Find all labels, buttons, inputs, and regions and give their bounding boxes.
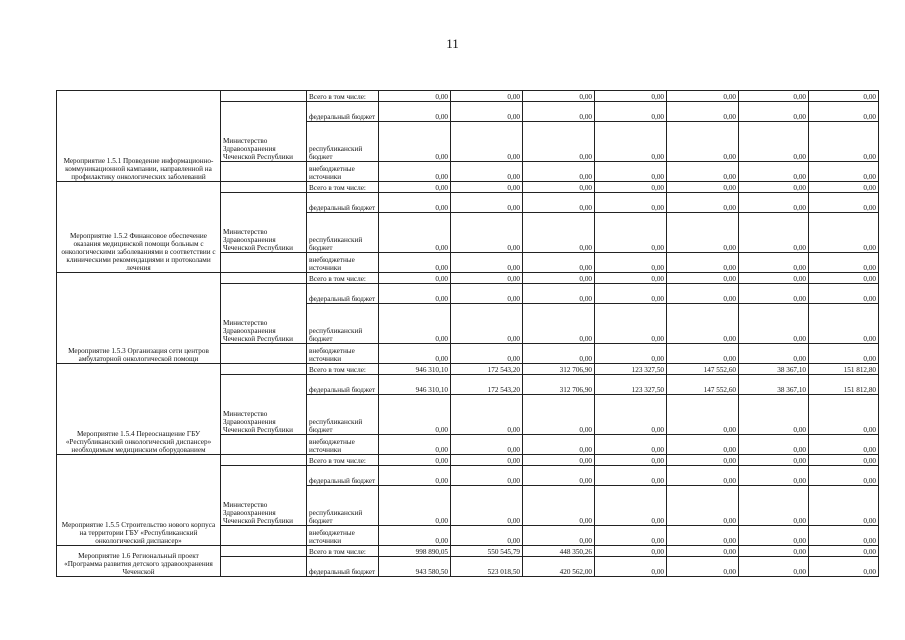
amount-cell: 0,00 bbox=[523, 102, 595, 122]
funding-source-cell: Всего в том числе: bbox=[307, 546, 379, 557]
activity-name-cell: Мероприятие 1.5.4 Переоснащение ГБУ «Республиканский онкологический диспансер» необходимым медицинским оборудованием bbox=[57, 364, 221, 455]
amount-cell: 0,00 bbox=[595, 546, 667, 557]
amount-cell: 0,00 bbox=[809, 557, 879, 577]
funding-source-cell: республиканский бюджет bbox=[307, 122, 379, 162]
amount-cell: 0,00 bbox=[379, 395, 451, 435]
amount-cell: 0,00 bbox=[739, 455, 809, 466]
amount-cell: 0,00 bbox=[595, 304, 667, 344]
amount-cell: 0,00 bbox=[379, 284, 451, 304]
amount-cell: 0,00 bbox=[667, 284, 739, 304]
amount-cell: 0,00 bbox=[595, 182, 667, 193]
executor-empty-cell bbox=[221, 273, 307, 284]
amount-cell: 946 310,10 bbox=[379, 375, 451, 395]
amount-cell: 0,00 bbox=[595, 526, 667, 546]
amount-cell: 0,00 bbox=[739, 122, 809, 162]
table-row bbox=[57, 91, 879, 102]
amount-cell: 0,00 bbox=[809, 182, 879, 193]
amount-cell: 151 812,80 bbox=[809, 375, 879, 395]
amount-cell: 0,00 bbox=[667, 304, 739, 344]
amount-cell: 172 543,20 bbox=[451, 375, 523, 395]
amount-cell: 0,00 bbox=[667, 344, 739, 364]
budget-table bbox=[56, 90, 879, 577]
amount-cell: 0,00 bbox=[739, 526, 809, 546]
amount-cell: 0,00 bbox=[379, 102, 451, 122]
amount-cell: 0,00 bbox=[595, 455, 667, 466]
amount-cell: 312 706,90 bbox=[523, 375, 595, 395]
amount-cell: 0,00 bbox=[739, 304, 809, 344]
amount-cell: 0,00 bbox=[595, 284, 667, 304]
amount-cell: 0,00 bbox=[451, 526, 523, 546]
amount-cell: 0,00 bbox=[809, 193, 879, 213]
amount-cell: 943 580,50 bbox=[379, 557, 451, 577]
amount-cell: 38 367,10 bbox=[739, 375, 809, 395]
table-body bbox=[57, 91, 879, 577]
table-row bbox=[57, 546, 879, 557]
amount-cell: 0,00 bbox=[595, 395, 667, 435]
executor-empty-cell bbox=[221, 344, 307, 364]
amount-cell: 0,00 bbox=[739, 284, 809, 304]
amount-cell: 0,00 bbox=[523, 193, 595, 213]
funding-source-cell: федеральный бюджет bbox=[307, 557, 379, 577]
amount-cell: 123 327,50 bbox=[595, 375, 667, 395]
amount-cell: 0,00 bbox=[451, 102, 523, 122]
amount-cell: 0,00 bbox=[739, 486, 809, 526]
funding-source-cell: республиканский бюджет bbox=[307, 486, 379, 526]
amount-cell: 0,00 bbox=[379, 193, 451, 213]
amount-cell: 0,00 bbox=[523, 253, 595, 273]
amount-cell: 0,00 bbox=[523, 395, 595, 435]
activity-name-cell: Мероприятие 1.6 Региональный проект «Программа развития детского здравоохранения Чеченской bbox=[57, 546, 221, 577]
executor-empty-cell bbox=[221, 526, 307, 546]
amount-cell: 147 552,60 bbox=[667, 364, 739, 375]
amount-cell: 0,00 bbox=[523, 273, 595, 284]
table-row bbox=[57, 455, 879, 466]
amount-cell: 0,00 bbox=[667, 213, 739, 253]
amount-cell: 0,00 bbox=[379, 526, 451, 546]
amount-cell: 0,00 bbox=[523, 344, 595, 364]
amount-cell: 0,00 bbox=[809, 486, 879, 526]
amount-cell: 0,00 bbox=[809, 304, 879, 344]
amount-cell: 0,00 bbox=[451, 395, 523, 435]
amount-cell: 0,00 bbox=[595, 344, 667, 364]
amount-cell: 0,00 bbox=[667, 526, 739, 546]
amount-cell: 0,00 bbox=[809, 435, 879, 455]
table-row bbox=[57, 273, 879, 284]
amount-cell: 0,00 bbox=[595, 122, 667, 162]
funding-source-cell: внебюджетные источники bbox=[307, 162, 379, 182]
amount-cell: 523 018,50 bbox=[451, 557, 523, 577]
amount-cell: 0,00 bbox=[739, 273, 809, 284]
amount-cell: 0,00 bbox=[667, 557, 739, 577]
funding-source-cell: Всего в том числе: bbox=[307, 91, 379, 102]
page-number: 11 bbox=[446, 36, 459, 51]
amount-cell: 38 367,10 bbox=[739, 364, 809, 375]
amount-cell: 0,00 bbox=[739, 435, 809, 455]
funding-source-cell: Всего в том числе: bbox=[307, 455, 379, 466]
executor-empty-cell bbox=[221, 162, 307, 182]
amount-cell: 0,00 bbox=[739, 546, 809, 557]
amount-cell: 0,00 bbox=[379, 455, 451, 466]
amount-cell: 0,00 bbox=[595, 213, 667, 253]
amount-cell: 0,00 bbox=[451, 304, 523, 344]
amount-cell: 0,00 bbox=[667, 466, 739, 486]
amount-cell: 0,00 bbox=[451, 435, 523, 455]
amount-cell: 0,00 bbox=[595, 253, 667, 273]
amount-cell: 0,00 bbox=[667, 253, 739, 273]
activity-name-cell: Мероприятие 1.5.1 Проведение информационно-коммуникационной кампании, направленной на профилактику онкологических заболеваний bbox=[57, 91, 221, 182]
funding-source-cell: республиканский бюджет bbox=[307, 395, 379, 435]
amount-cell: 0,00 bbox=[739, 91, 809, 102]
amount-cell: 0,00 bbox=[379, 466, 451, 486]
amount-cell: 0,00 bbox=[523, 182, 595, 193]
amount-cell: 0,00 bbox=[809, 162, 879, 182]
funding-source-cell: Всего в том числе: bbox=[307, 182, 379, 193]
amount-cell: 0,00 bbox=[667, 273, 739, 284]
amount-cell: 0,00 bbox=[451, 182, 523, 193]
amount-cell: 0,00 bbox=[379, 162, 451, 182]
funding-source-cell: Всего в том числе: bbox=[307, 364, 379, 375]
amount-cell: 0,00 bbox=[523, 213, 595, 253]
amount-cell: 0,00 bbox=[595, 193, 667, 213]
table-row bbox=[57, 364, 879, 375]
amount-cell: 0,00 bbox=[451, 486, 523, 526]
funding-source-cell: внебюджетные источники bbox=[307, 253, 379, 273]
funding-source-cell: федеральный бюджет bbox=[307, 102, 379, 122]
amount-cell: 0,00 bbox=[739, 182, 809, 193]
amount-cell: 0,00 bbox=[809, 122, 879, 162]
amount-cell: 0,00 bbox=[451, 122, 523, 162]
amount-cell: 0,00 bbox=[667, 395, 739, 435]
table-row bbox=[57, 182, 879, 193]
amount-cell: 998 890,05 bbox=[379, 546, 451, 557]
activity-name-cell: Мероприятие 1.5.5 Строительство нового корпуса на территории ГБУ «Республиканский онкологический диспансер» bbox=[57, 455, 221, 546]
executor-empty-cell bbox=[221, 182, 307, 193]
amount-cell: 0,00 bbox=[379, 273, 451, 284]
amount-cell: 0,00 bbox=[379, 435, 451, 455]
amount-cell: 0,00 bbox=[451, 91, 523, 102]
amount-cell: 420 562,00 bbox=[523, 557, 595, 577]
amount-cell: 151 812,80 bbox=[809, 364, 879, 375]
amount-cell: 0,00 bbox=[809, 395, 879, 435]
amount-cell: 0,00 bbox=[809, 273, 879, 284]
executor-empty-cell bbox=[221, 364, 307, 375]
amount-cell: 172 543,20 bbox=[451, 364, 523, 375]
amount-cell: 0,00 bbox=[809, 466, 879, 486]
amount-cell: 0,00 bbox=[809, 284, 879, 304]
amount-cell: 0,00 bbox=[451, 344, 523, 364]
amount-cell: 0,00 bbox=[739, 344, 809, 364]
funding-source-cell: республиканский бюджет bbox=[307, 304, 379, 344]
amount-cell: 0,00 bbox=[379, 304, 451, 344]
funding-source-cell: федеральный бюджет bbox=[307, 193, 379, 213]
amount-cell: 0,00 bbox=[379, 122, 451, 162]
amount-cell: 0,00 bbox=[451, 273, 523, 284]
amount-cell: 0,00 bbox=[667, 122, 739, 162]
amount-cell: 0,00 bbox=[739, 162, 809, 182]
amount-cell: 0,00 bbox=[667, 486, 739, 526]
executor-empty-cell bbox=[221, 91, 307, 102]
amount-cell: 0,00 bbox=[739, 102, 809, 122]
amount-cell: 0,00 bbox=[809, 344, 879, 364]
amount-cell: 0,00 bbox=[595, 557, 667, 577]
amount-cell: 0,00 bbox=[523, 91, 595, 102]
activity-name-cell: Мероприятие 1.5.2 Финансовое обеспечение оказания медицинской помощи больным с онкологическими заболеваниями в соответствии с клиническими рекомендациями и протоколами лечения bbox=[57, 182, 221, 273]
amount-cell: 946 310,10 bbox=[379, 364, 451, 375]
amount-cell: 0,00 bbox=[809, 526, 879, 546]
amount-cell: 0,00 bbox=[739, 557, 809, 577]
amount-cell: 0,00 bbox=[667, 435, 739, 455]
executor-empty-cell bbox=[221, 253, 307, 273]
amount-cell: 0,00 bbox=[379, 91, 451, 102]
funding-source-cell: федеральный бюджет bbox=[307, 375, 379, 395]
amount-cell: 0,00 bbox=[595, 91, 667, 102]
amount-cell: 0,00 bbox=[451, 466, 523, 486]
amount-cell: 0,00 bbox=[809, 213, 879, 253]
executor-cell: Министерство Здравоохранения Чеченской Республики bbox=[221, 284, 307, 344]
amount-cell: 0,00 bbox=[667, 546, 739, 557]
amount-cell: 0,00 bbox=[523, 486, 595, 526]
executor-cell bbox=[221, 557, 307, 577]
amount-cell: 0,00 bbox=[667, 455, 739, 466]
amount-cell: 0,00 bbox=[595, 273, 667, 284]
amount-cell: 448 350,26 bbox=[523, 546, 595, 557]
amount-cell: 0,00 bbox=[809, 253, 879, 273]
amount-cell: 0,00 bbox=[451, 213, 523, 253]
amount-cell: 0,00 bbox=[523, 304, 595, 344]
amount-cell: 0,00 bbox=[809, 91, 879, 102]
amount-cell: 0,00 bbox=[739, 395, 809, 435]
amount-cell: 0,00 bbox=[595, 162, 667, 182]
amount-cell: 0,00 bbox=[667, 162, 739, 182]
funding-source-cell: республиканский бюджет bbox=[307, 213, 379, 253]
amount-cell: 0,00 bbox=[595, 102, 667, 122]
amount-cell: 0,00 bbox=[809, 546, 879, 557]
amount-cell: 0,00 bbox=[667, 193, 739, 213]
amount-cell: 0,00 bbox=[595, 435, 667, 455]
amount-cell: 0,00 bbox=[739, 253, 809, 273]
amount-cell: 0,00 bbox=[667, 102, 739, 122]
activity-name-cell: Мероприятие 1.5.3 Организация сети центров амбулаторной онкологической помощи bbox=[57, 273, 221, 364]
executor-cell: Министерство Здравоохранения Чеченской Республики bbox=[221, 102, 307, 162]
amount-cell: 0,00 bbox=[809, 455, 879, 466]
executor-empty-cell bbox=[221, 546, 307, 557]
executor-cell: Министерство Здравоохранения Чеченской Республики bbox=[221, 193, 307, 253]
amount-cell: 0,00 bbox=[523, 435, 595, 455]
funding-source-cell: федеральный бюджет bbox=[307, 284, 379, 304]
executor-cell: Министерство Здравоохранения Чеченской Республики bbox=[221, 466, 307, 526]
amount-cell: 0,00 bbox=[379, 253, 451, 273]
amount-cell: 550 545,79 bbox=[451, 546, 523, 557]
amount-cell: 0,00 bbox=[451, 253, 523, 273]
amount-cell: 0,00 bbox=[523, 162, 595, 182]
amount-cell: 123 327,50 bbox=[595, 364, 667, 375]
amount-cell: 0,00 bbox=[595, 466, 667, 486]
amount-cell: 0,00 bbox=[523, 526, 595, 546]
amount-cell: 0,00 bbox=[523, 122, 595, 162]
amount-cell: 0,00 bbox=[739, 193, 809, 213]
amount-cell: 0,00 bbox=[379, 182, 451, 193]
amount-cell: 0,00 bbox=[451, 455, 523, 466]
executor-cell: Министерство Здравоохранения Чеченской Республики bbox=[221, 375, 307, 435]
amount-cell: 0,00 bbox=[379, 344, 451, 364]
amount-cell: 0,00 bbox=[523, 455, 595, 466]
funding-source-cell: внебюджетные источники bbox=[307, 435, 379, 455]
amount-cell: 0,00 bbox=[667, 182, 739, 193]
executor-empty-cell bbox=[221, 435, 307, 455]
amount-cell: 0,00 bbox=[379, 213, 451, 253]
amount-cell: 0,00 bbox=[523, 466, 595, 486]
amount-cell: 0,00 bbox=[451, 193, 523, 213]
amount-cell: 0,00 bbox=[809, 102, 879, 122]
amount-cell: 0,00 bbox=[451, 162, 523, 182]
amount-cell: 0,00 bbox=[739, 213, 809, 253]
funding-source-cell: внебюджетные источники bbox=[307, 526, 379, 546]
amount-cell: 0,00 bbox=[523, 284, 595, 304]
amount-cell: 0,00 bbox=[739, 466, 809, 486]
funding-source-cell: внебюджетные источники bbox=[307, 344, 379, 364]
amount-cell: 0,00 bbox=[451, 284, 523, 304]
funding-source-cell: федеральный бюджет bbox=[307, 466, 379, 486]
amount-cell: 312 706,90 bbox=[523, 364, 595, 375]
amount-cell: 0,00 bbox=[667, 91, 739, 102]
amount-cell: 0,00 bbox=[379, 486, 451, 526]
executor-empty-cell bbox=[221, 455, 307, 466]
amount-cell: 0,00 bbox=[595, 486, 667, 526]
amount-cell: 147 552,60 bbox=[667, 375, 739, 395]
funding-source-cell: Всего в том числе: bbox=[307, 273, 379, 284]
